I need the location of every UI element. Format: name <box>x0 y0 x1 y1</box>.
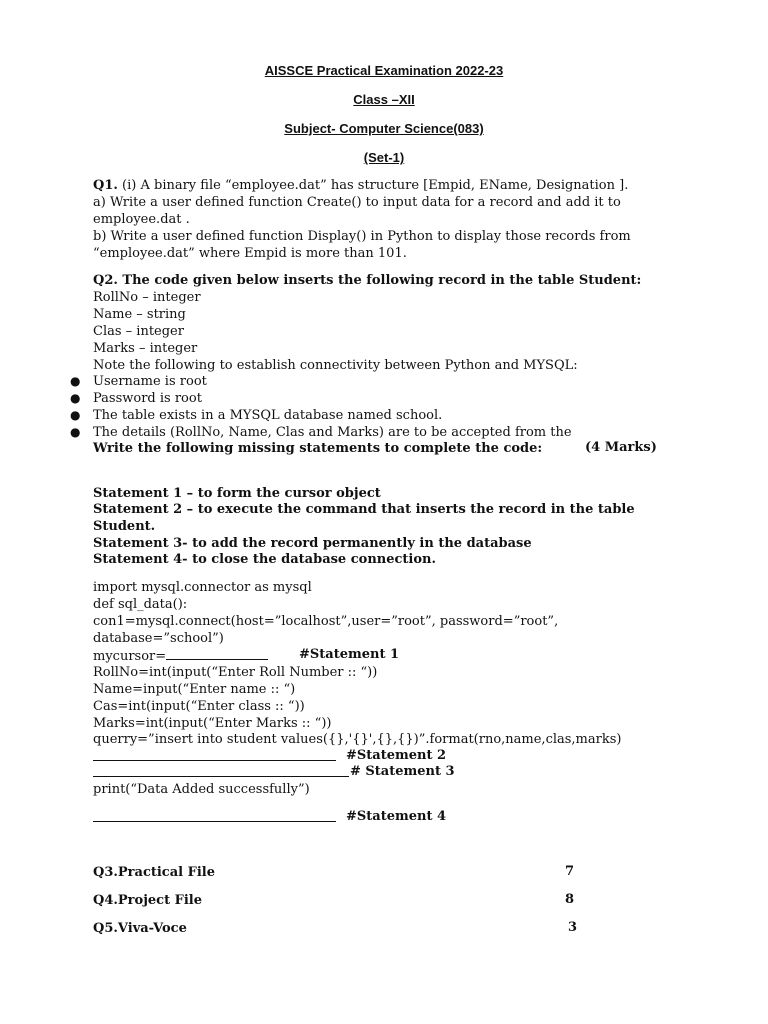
code-text: mycursor= <box>93 649 167 664</box>
q1-line-3: employee.dat . <box>93 212 190 227</box>
bullet-icon: ● <box>70 425 81 439</box>
q2-bullet: Username is root <box>93 374 207 389</box>
q2-note: Note the following to establish connectivity between Python and MYSQL: <box>93 358 578 373</box>
q1-text: (i) A binary file “employee.dat” has structure [Empid, EName, Designation ]. <box>117 178 629 193</box>
q2-bullet: The details (RollNo, Name, Clas and Marks) are to be accepted from the <box>93 425 572 440</box>
code-line: database=”school”) <box>93 631 224 646</box>
q2-field: Name – string <box>93 307 186 322</box>
subject-heading: Subject- Computer Science(083) <box>284 121 484 136</box>
code-line: import mysql.connector as mysql <box>93 580 312 595</box>
q5-label: Q5.Viva-Voce <box>93 921 187 936</box>
code-line: RollNo=int(input(“Enter Roll Number :: “)) <box>93 665 378 680</box>
q2-instruction: Write the following missing statements to complete the code: <box>93 441 543 456</box>
code-line: Cas=int(input(“Enter class :: “)) <box>93 699 305 714</box>
statement-desc: Statement 1 – to form the cursor object <box>93 486 381 501</box>
statement-desc: Statement 2 – to execute the command that inserts the record in the table <box>93 502 635 517</box>
q1-line-4: b) Write a user defined function Display() in Python to display those records from <box>93 229 631 244</box>
blank-line <box>93 809 336 822</box>
statement-desc: Student. <box>93 519 156 534</box>
code-line: con1=mysql.connect(host=”localhost”,user=”root”, password=”root”, <box>93 614 559 629</box>
code-line: print(“Data Added successfully”) <box>93 782 310 797</box>
q2-field: RollNo – integer <box>93 290 201 305</box>
blank-line <box>93 748 336 761</box>
statement-3-comment: # Statement 3 <box>350 764 455 779</box>
q2-bullet: The table exists in a MYSQL database named school. <box>93 408 443 423</box>
bullet-icon: ● <box>70 391 81 405</box>
q4-marks: 8 <box>565 892 575 907</box>
q2-field: Clas – integer <box>93 324 184 339</box>
statement-4-comment: #Statement 4 <box>346 809 447 824</box>
q4-label: Q4.Project File <box>93 893 202 908</box>
statement-desc: Statement 4- to close the database connection. <box>93 552 437 567</box>
blank-line <box>166 647 268 660</box>
q2-bullet: Password is root <box>93 391 202 406</box>
q1-line-2: a) Write a user defined function Create() to input data for a record and add it to <box>93 195 621 210</box>
exam-title: AISSCE Practical Examination 2022-23 <box>264 63 504 78</box>
q1-line-1 <box>93 177 628 194</box>
q3-marks: 7 <box>565 864 575 879</box>
q2-field: Marks – integer <box>93 341 198 356</box>
q1-line-5: “employee.dat” where Empid is more than 101. <box>93 246 407 261</box>
blank-line <box>93 764 349 777</box>
code-line: Name=input(“Enter name :: “) <box>93 682 296 697</box>
code-line <box>93 647 268 665</box>
statement-desc: Statement 3- to add the record permanently in the database <box>93 536 532 551</box>
class-heading: Class –XII <box>353 92 415 107</box>
code-line: Marks=int(input(“Enter Marks :: “)) <box>93 716 332 731</box>
set-heading: (Set-1) <box>363 150 405 165</box>
q2-title: Q2. The code given below inserts the following record in the table Student: <box>93 273 642 288</box>
statement-2-comment: #Statement 2 <box>346 748 447 763</box>
code-line <box>93 809 336 827</box>
code-line: querry=”insert into student values({},'{}',{},{})”.format(rno,name,clas,marks) <box>93 732 622 747</box>
code-line <box>93 764 349 782</box>
code-line: def sql_data(): <box>93 597 188 612</box>
q2-marks: (4 Marks) <box>585 440 657 455</box>
bullet-icon: ● <box>70 408 81 422</box>
bullet-icon: ● <box>70 374 81 388</box>
q1-number: Q1. <box>93 178 118 193</box>
statement-1-comment: #Statement 1 <box>299 647 400 662</box>
q3-label: Q3.Practical File <box>93 865 215 880</box>
q5-marks: 3 <box>568 920 578 935</box>
